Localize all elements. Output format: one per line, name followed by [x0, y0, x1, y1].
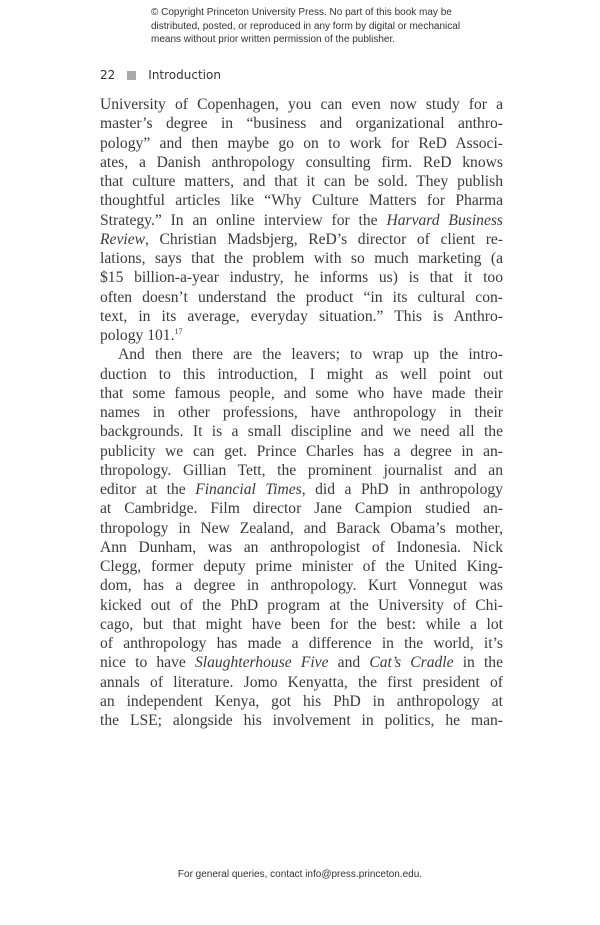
text-line: [100, 307, 503, 326]
text-segment: text, in its average, everyday situation.” This is Anthro-: [100, 307, 503, 325]
text-line: [100, 615, 503, 634]
italic-title: Slaughterhouse Five: [194, 654, 329, 672]
copyright-notice: [151, 6, 481, 47]
text-segment: in the: [453, 654, 504, 672]
copyright-line: © Copyright Princeton University Press. No part of this book may be: [151, 7, 452, 18]
text-segment: $15 billion-a-year industry, he informs us) is that it too: [100, 269, 503, 287]
text-segment: often doesn’t understand the product “in its cultural con-: [100, 288, 503, 306]
text-line: [100, 211, 503, 230]
text-segment: annals of literature. Jomo Kenyatta, the first president of: [100, 673, 503, 691]
text-segment: names in other professions, have anthropology in their: [100, 404, 503, 421]
text-line: [100, 365, 503, 384]
text-line: [100, 596, 503, 615]
text-segment: editor at the: [100, 481, 196, 498]
text-line: [100, 480, 503, 499]
text-line: [100, 422, 503, 441]
text-line: [100, 403, 503, 422]
body-text: [100, 95, 503, 730]
italic-title: Financial Times: [195, 481, 302, 498]
text-line: [100, 134, 503, 153]
text-segment: backgrounds. It is a small discipline and we need all the: [100, 423, 503, 441]
text-segment: at Cambridge. Film director Jane Campion studied an-: [100, 500, 503, 518]
text-segment: duction to this introduction, I might as well point out: [100, 365, 503, 383]
text-segment: master’s degree in “business and organizational anthro-: [100, 115, 503, 133]
text-segment: cago, but that might have been for the best: while a lot: [100, 615, 503, 633]
text-segment: kicked out of the PhD program at the University of Chi-: [100, 596, 503, 614]
text-segment: ates, a Danish anthropology consulting firm. ReD knows: [100, 153, 503, 171]
text-line: [100, 191, 503, 210]
text-line: [100, 95, 503, 114]
text-line: [100, 538, 503, 557]
text-line: [100, 461, 503, 480]
text-segment: pology 101.: [100, 327, 175, 344]
text-segment: University of Copenhagen, you can even now study for a: [100, 96, 503, 113]
text-line: [100, 384, 503, 403]
text-segment: , Christian Madsbjerg, ReD’s director of client re-: [145, 230, 503, 248]
text-line: [100, 230, 503, 249]
text-segment: dom, has a degree in anthropology. Kurt Vonnegut was: [100, 577, 503, 595]
text-segment: pology” and then maybe go on to work for ReD Associ-: [100, 134, 503, 152]
page-number: 22: [100, 68, 116, 82]
copyright-line: distributed, posted, or reproduced in any form by digital or mechanical: [151, 20, 461, 32]
footnote-reference: 17: [174, 327, 183, 336]
text-line: [100, 288, 503, 307]
text-line: [100, 153, 503, 172]
text-segment: an independent Kenya, got his PhD in anthropology at: [100, 692, 503, 710]
footer-contact: For general queries, contact info@press.princeton.edu.: [177, 869, 423, 880]
text-segment: and: [328, 654, 370, 672]
text-line: [100, 499, 503, 518]
text-line: [100, 557, 503, 576]
text-line: [100, 653, 503, 672]
text-line: [100, 326, 503, 345]
text-line: [100, 576, 503, 595]
text-segment: Ann Dunham, was an anthropologist of Indonesia. Nick: [100, 538, 503, 556]
italic-title: Harvard Business: [386, 211, 504, 229]
text-line: [100, 673, 503, 692]
text-segment: that some famous people, and some who have made their: [100, 384, 503, 402]
text-line: [100, 519, 503, 538]
text-segment: lations, says that the problem with so much marketing (a: [100, 250, 503, 267]
text-line: [100, 268, 503, 287]
text-segment: of anthropology has made a difference in the world, it’s: [100, 635, 503, 652]
italic-title: Review: [100, 230, 146, 248]
text-segment: publicity we can get. Prince Charles has a degree in an-: [100, 442, 503, 460]
text-line: [100, 114, 503, 133]
text-line: [100, 634, 503, 653]
text-segment: And then there are the leavers; to wrap up the intro-: [118, 346, 503, 364]
section-title: Introduction: [148, 68, 221, 82]
text-line: [100, 345, 503, 364]
text-segment: thoughtful articles like “Why Culture Matters for Pharma: [100, 192, 503, 210]
text-segment: thropology. Gillian Tett, the prominent journalist and an: [100, 461, 503, 479]
text-segment: nice to have: [100, 654, 195, 672]
text-line: [100, 442, 503, 461]
gray-square-icon: [127, 71, 136, 80]
text-segment: , did a PhD in anthropology: [301, 481, 503, 498]
text-segment: the LSE; alongside his involvement in politics, he man-: [100, 712, 503, 729]
text-segment: Strategy.” In an online interview for the: [100, 211, 387, 229]
text-line: [100, 172, 503, 191]
text-segment: that culture matters, and that it can be sold. They publish: [100, 173, 503, 190]
italic-title: Cat’s Cradle: [369, 654, 454, 672]
text-segment: Clegg, former deputy prime minister of the United King-: [100, 558, 503, 575]
running-head: [100, 68, 221, 82]
copyright-line: means without prior written permission of the publisher.: [151, 34, 396, 45]
text-line: [100, 249, 503, 268]
text-line: [100, 692, 503, 711]
text-line: [100, 711, 503, 730]
text-segment: thropology in New Zealand, and Barack Obama’s mother,: [100, 519, 503, 537]
